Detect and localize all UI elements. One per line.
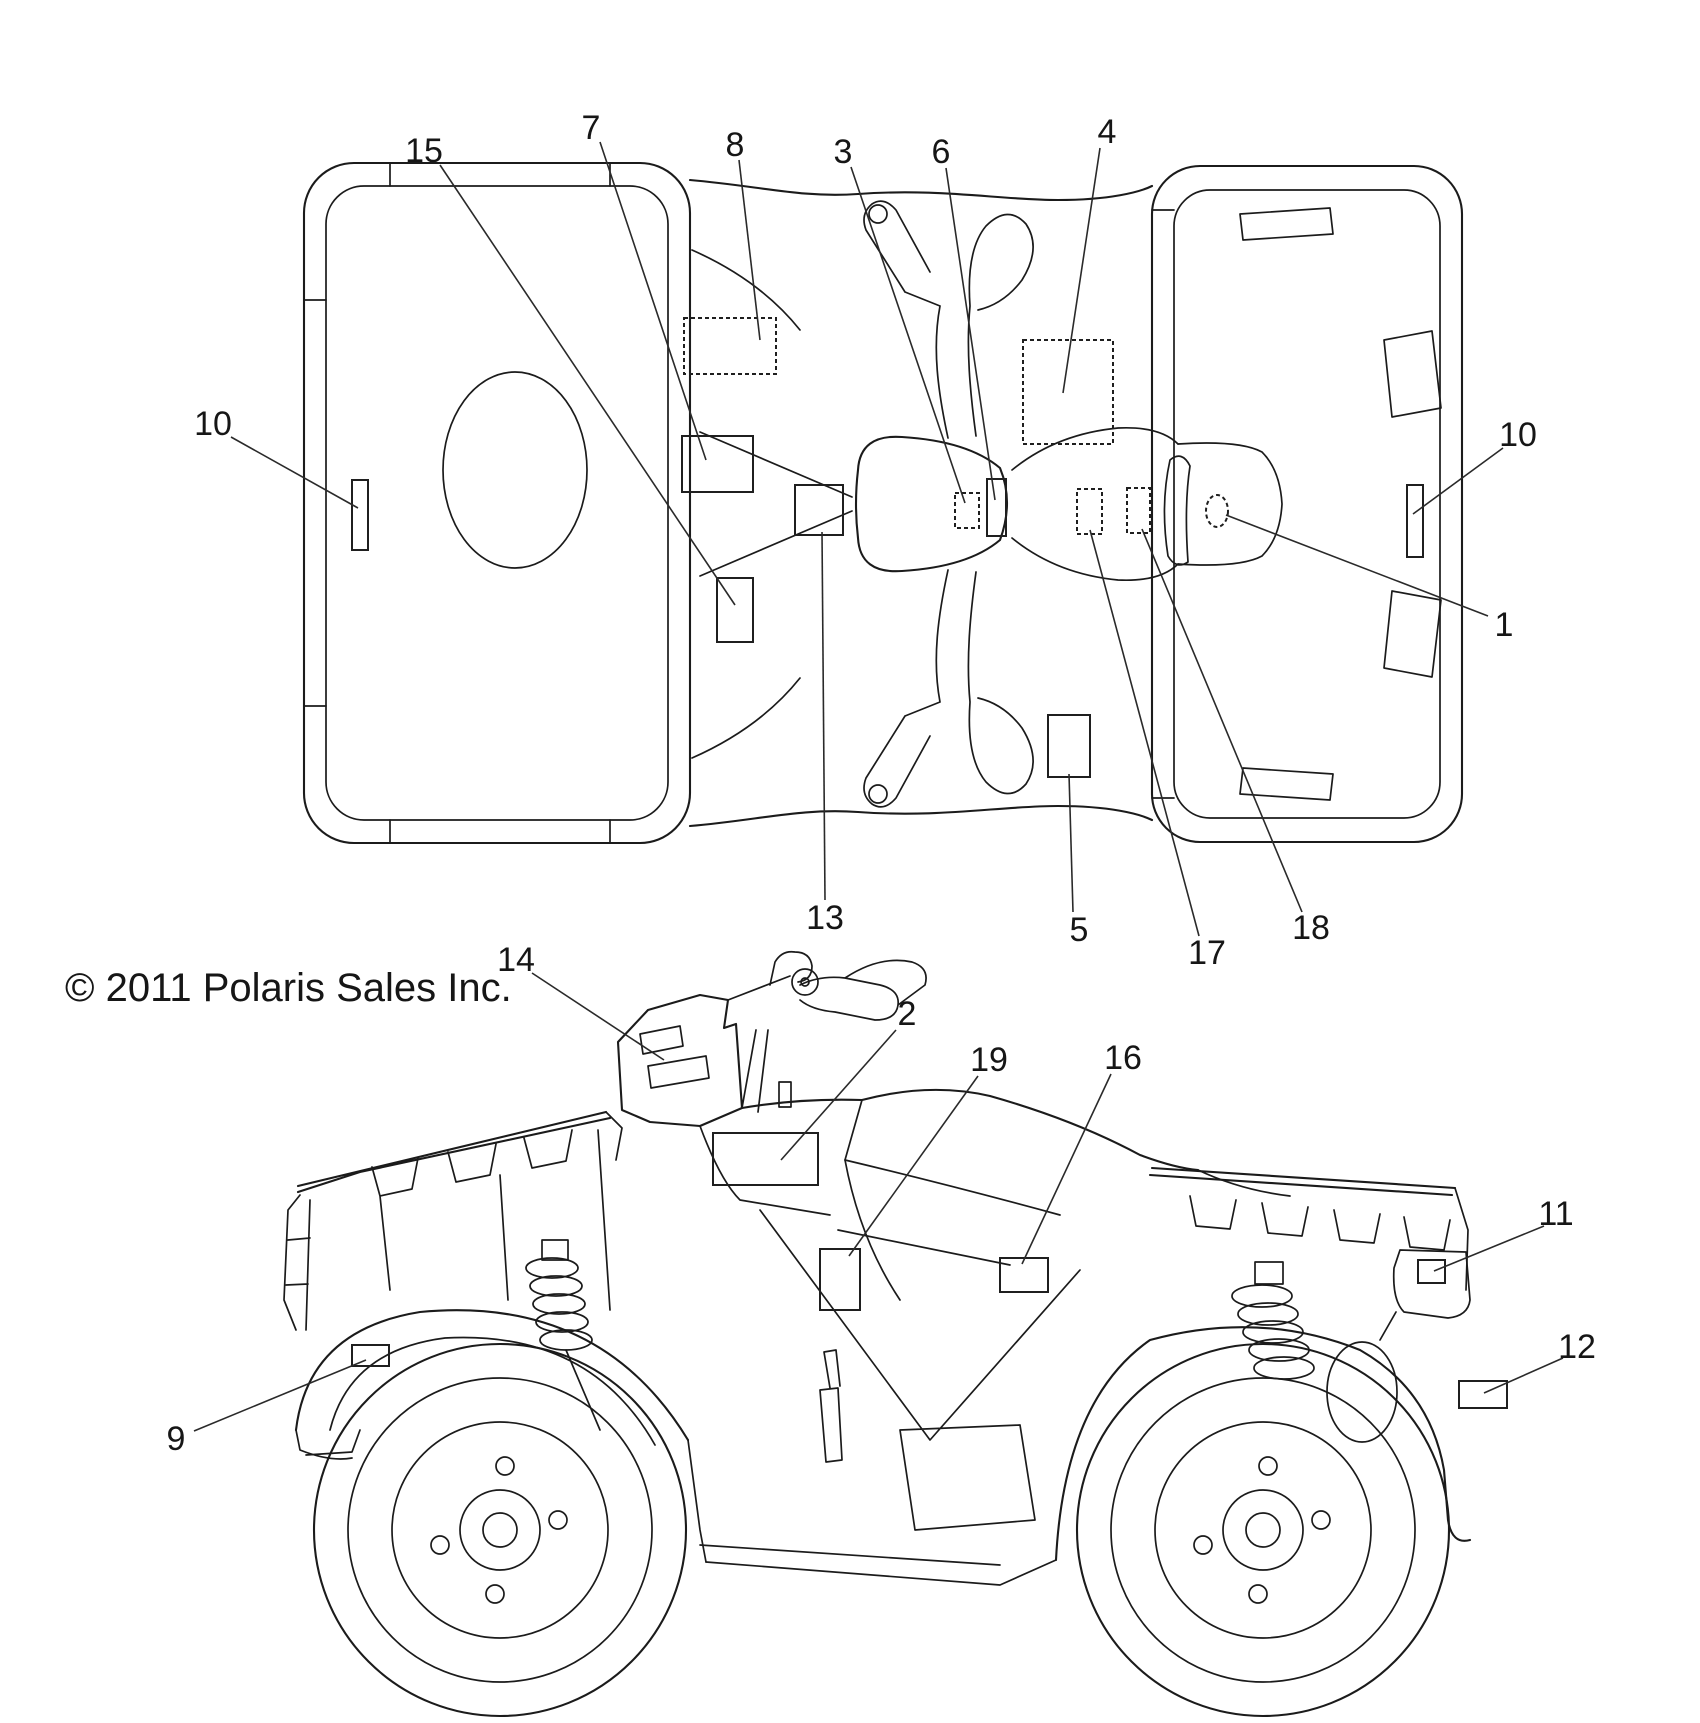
front-shock	[526, 1240, 600, 1430]
decal-markers	[352, 318, 1507, 1408]
leader-line-10-right	[1413, 448, 1503, 514]
callout-label-7[interactable]: 7	[581, 109, 601, 147]
handlebar-lower	[864, 570, 1033, 807]
decal-2[interactable]	[713, 1133, 818, 1185]
callout-label-14[interactable]: 14	[497, 941, 535, 979]
callout-label-6[interactable]: 6	[931, 133, 951, 171]
nose-lines	[1178, 443, 1282, 565]
callout-labels	[167, 109, 1596, 1458]
rear-shock	[1232, 1262, 1314, 1379]
front-bumper	[284, 1195, 310, 1330]
callout-label-12[interactable]: 12	[1558, 1328, 1596, 1366]
decal-8[interactable]	[684, 318, 776, 374]
leader-line-1	[1226, 515, 1488, 616]
leader-line-13	[822, 532, 825, 900]
pod-shape	[1164, 456, 1190, 565]
leader-line-17	[1090, 530, 1199, 936]
callout-label-17[interactable]: 17	[1188, 934, 1226, 972]
leader-line-10-left	[231, 437, 358, 508]
tank-seat-top	[742, 1090, 1198, 1170]
rear-rack-basin	[443, 372, 587, 568]
decal-18[interactable]	[1127, 488, 1150, 533]
decal-1[interactable]	[1206, 495, 1228, 527]
callout-label-18[interactable]: 18	[1292, 909, 1330, 947]
callout-label-16[interactable]: 16	[1104, 1039, 1142, 1077]
tail-box	[1380, 1250, 1470, 1340]
decal-10-left[interactable]	[352, 480, 368, 550]
front-fender-inner	[296, 1337, 706, 1562]
rear-rack-rails	[1150, 1168, 1455, 1195]
callout-label-8[interactable]: 8	[725, 126, 745, 164]
side-panel-footwell	[700, 1160, 1056, 1585]
handlebar-upper-knob	[869, 205, 887, 223]
leader-line-11	[1434, 1226, 1544, 1271]
decal-5[interactable]	[1048, 715, 1090, 777]
decal-11[interactable]	[1418, 1260, 1445, 1283]
callout-label-2[interactable]: 2	[897, 995, 917, 1033]
decal-10-right[interactable]	[1407, 485, 1423, 557]
decal-16[interactable]	[1000, 1258, 1048, 1292]
handlebar-lower-knob	[869, 785, 887, 803]
steering-column	[742, 1030, 791, 1112]
top-view-drawing	[304, 163, 1462, 843]
body-seam-bottom	[690, 806, 1152, 826]
callout-label-4[interactable]: 4	[1097, 113, 1117, 151]
handlebar-side	[728, 952, 926, 1020]
rear-wheel	[1077, 1344, 1449, 1716]
front-fender	[296, 1310, 688, 1440]
decal-3[interactable]	[955, 493, 979, 528]
copyright: © 2011 Polaris Sales Inc.	[65, 966, 512, 1010]
decal-19[interactable]	[820, 1249, 860, 1310]
side-view-drawing	[284, 952, 1470, 1716]
leader-line-5	[1069, 774, 1073, 912]
leader-line-16	[1022, 1074, 1111, 1264]
callout-label-19[interactable]: 19	[970, 1041, 1008, 1079]
decal-17[interactable]	[1077, 489, 1102, 534]
leader-line-4	[1063, 148, 1100, 393]
callout-label-15[interactable]: 15	[405, 132, 443, 170]
front-rack-inner-line	[1174, 190, 1440, 818]
callout-label-3[interactable]: 3	[833, 133, 853, 171]
rear-rack-outline	[304, 163, 690, 843]
tunnel-seams	[700, 432, 852, 576]
rear-fender-humps	[692, 250, 800, 758]
front-rack-outline	[1152, 166, 1462, 842]
front-wheel	[314, 1344, 686, 1716]
dash-screens	[640, 1026, 709, 1088]
callout-label-10-left[interactable]: 10	[194, 405, 232, 443]
callout-label-5[interactable]: 5	[1069, 911, 1089, 949]
handlebar-upper	[864, 201, 1033, 438]
tank-seat-base	[700, 1100, 1060, 1215]
decal-13[interactable]	[795, 485, 843, 535]
front-rack-rails	[298, 1112, 610, 1192]
callout-label-10-right[interactable]: 10	[1499, 416, 1537, 454]
decal-12[interactable]	[1459, 1381, 1507, 1408]
body-seam-top	[690, 180, 1152, 200]
leader-line-12	[1484, 1358, 1563, 1393]
seat-outline	[856, 437, 1007, 571]
leader-line-14	[532, 973, 664, 1060]
leader-line-3	[851, 167, 965, 503]
callout-label-9[interactable]: 9	[166, 1420, 186, 1458]
rear-fender	[1056, 1327, 1470, 1560]
decal-7[interactable]	[682, 436, 753, 492]
rear-rack-inner-line	[326, 186, 668, 820]
leader-line-18	[1142, 529, 1302, 912]
leader-line-9	[194, 1360, 366, 1431]
rear-rack-teeth	[1190, 1170, 1468, 1290]
front-rack-slots	[1152, 208, 1441, 800]
callout-label-1[interactable]: 1	[1494, 606, 1514, 644]
callout-label-13[interactable]: 13	[806, 899, 844, 937]
callout-label-11[interactable]: 11	[1538, 1195, 1574, 1233]
